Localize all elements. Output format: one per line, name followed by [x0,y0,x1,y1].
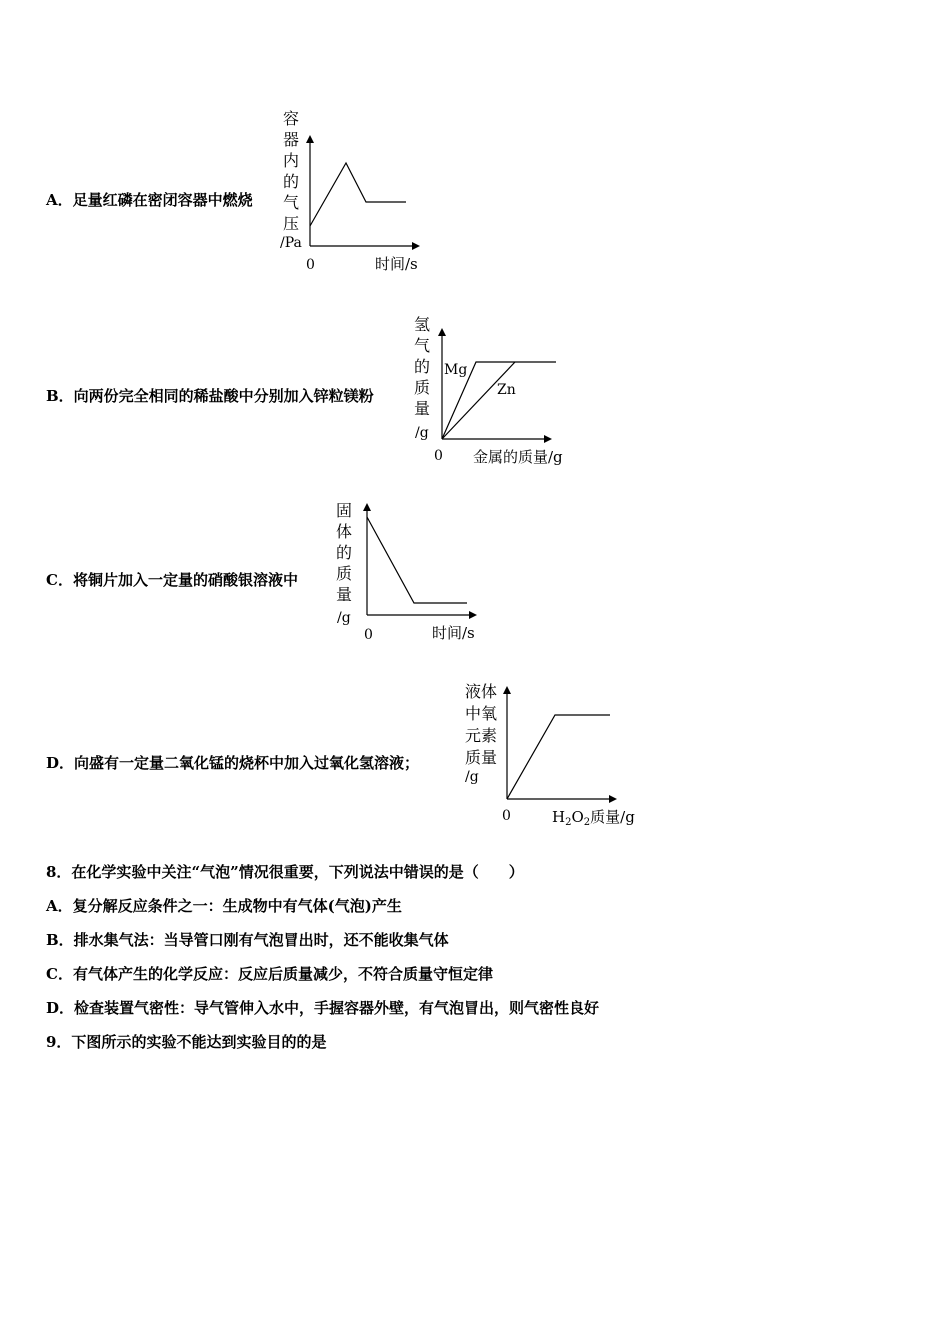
y-label-char: 氢 [414,315,431,334]
y-label-line: 质量 [465,748,498,767]
y-label-char: 量 [414,399,431,418]
y-label-char: 质 [336,564,353,583]
option-a-text: A．足量红磷在密闭容器中燃烧 [46,191,253,209]
x-axis-label: $H_2O_2$质量/g [552,808,635,828]
y-label-line: 液体 [465,682,498,701]
y-label-char: 器 [283,130,300,149]
y-label-line: 中氧 [465,704,498,723]
y-label-char: 质 [414,378,431,397]
question-8-stem: 8．在化学实验中关注“气泡”情况很重要，下列说法中错误的是（ ） [46,863,524,881]
origin-label: 0 [434,448,443,464]
option-c-text: C．将铜片加入一定量的硝酸银溶液中 [46,571,298,589]
y-label-char: 固 [336,501,353,520]
y-unit: /Pa [280,235,302,251]
q8-option-c: C．有气体产生的化学反应：反应后质量减少，不符合质量守恒定律 [46,965,493,983]
y-label-char: 内 [283,151,300,170]
y-label-char: 气 [414,336,431,355]
x-axis-label: 时间/s [432,624,475,642]
graph-b [410,310,590,475]
x-axis-label: 金属的质量/g [473,448,563,466]
option-d-text: D．向盛有一定量二氧化锰的烧杯中加入过氧化氢溶液； [46,754,420,772]
y-label-char: 气 [283,193,300,212]
y-unit: /g [465,769,479,785]
y-label-char: 量 [336,585,353,604]
option-b-text: B．向两份完全相同的稀盐酸中分别加入锌粒镁粉 [46,387,374,405]
y-label-char: 体 [336,522,353,541]
y-label-char: 的 [336,543,353,562]
q8-option-a: A．复分解反应条件之一：生成物中有气体(气泡)产生 [46,897,402,915]
y-label-char: 容 [283,109,300,128]
origin-label: 0 [306,257,315,273]
solid-mass-curve [367,517,467,603]
series-label-mg: Mg [444,362,468,378]
y-label-line: 元素 [465,726,498,745]
oxygen-mass-curve [507,715,610,799]
origin-label: 0 [364,627,373,643]
y-unit: /g [337,610,351,626]
q8-option-d: D．检查装置气密性：导气管伸入水中，手握容器外壁，有气泡冒出，则气密性良好 [46,999,600,1017]
series-label-zn: Zn [497,382,516,398]
pressure-curve [310,163,406,226]
y-label-char: 的 [414,357,431,376]
y-label-char: 的 [283,172,300,191]
y-label-char: 压 [283,214,300,233]
q8-option-b: B．排水集气法：当导管口刚有气泡冒出时，还不能收集气体 [46,931,449,949]
graph-a [270,105,440,280]
question-9-stem: 9．下图所示的实验不能达到实验目的的是 [46,1033,327,1051]
graph-c [330,495,500,645]
y-unit: /g [415,425,429,441]
x-axis-label: 时间/s [375,255,418,273]
graph-d [460,678,650,833]
origin-label: 0 [502,808,511,824]
